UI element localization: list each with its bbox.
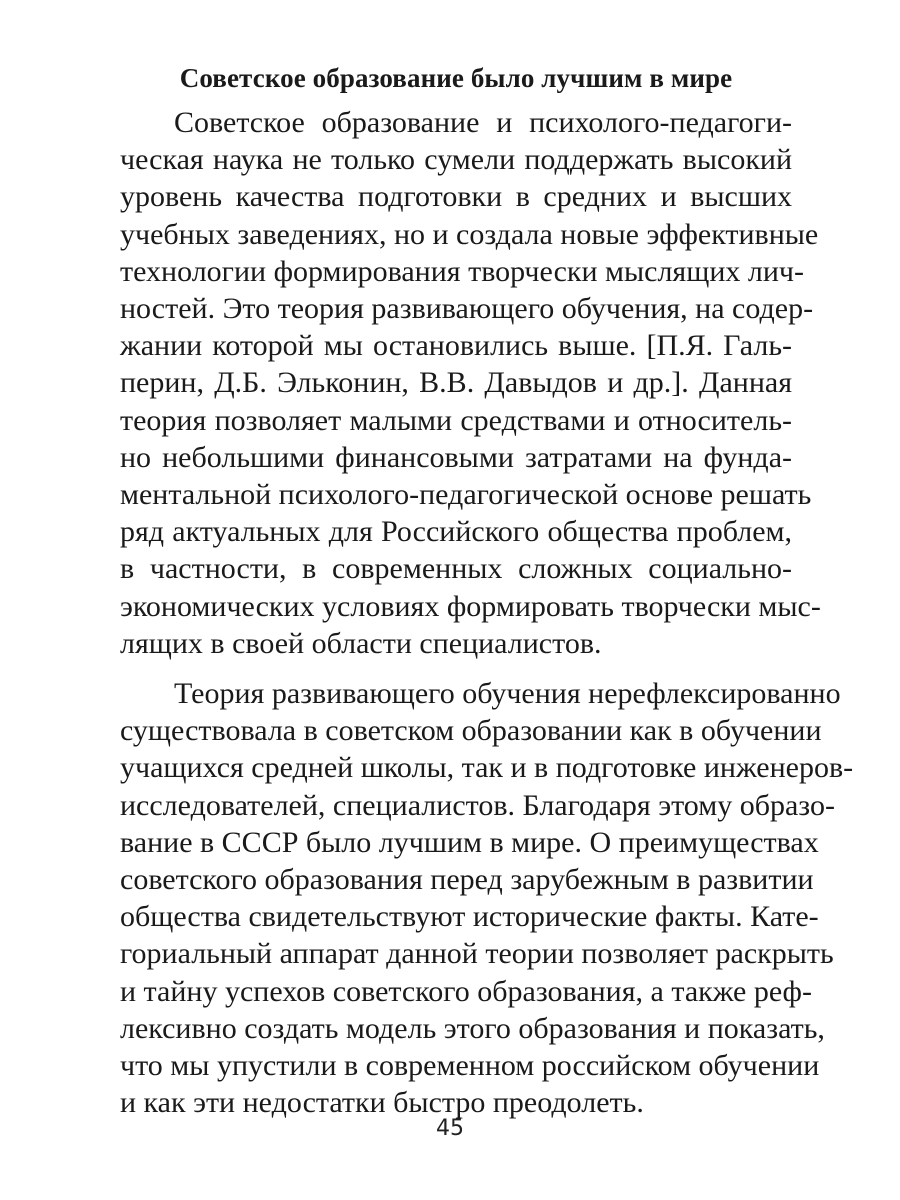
paragraph-1 bbox=[120, 104, 821, 662]
text-line: гориальный аппарат данной теории позволяет раскрыть bbox=[120, 937, 834, 971]
paragraph-2 bbox=[120, 675, 854, 1121]
text-line: перин, Д.Б. Эльконин, В.В. Давыдов и др.]. Данная bbox=[120, 366, 792, 400]
page-title: Советское образование было лучшим в мире bbox=[179, 63, 733, 93]
page-number: 45 bbox=[436, 1116, 464, 1141]
text-line: и тайну успехов советского образования, а также реф- bbox=[120, 974, 812, 1008]
text-line: учащихся средней школы, так и в подготовке инженеров- bbox=[120, 751, 854, 785]
text-line: жании которой мы остановились выше. [П.Я. Галь- bbox=[120, 329, 792, 363]
text-line: технологии формирования творчески мыслящих лич- bbox=[120, 254, 804, 288]
text-line: что мы упустили в современном российском обучении bbox=[120, 1049, 820, 1083]
text-line: Теория развивающего обучения нерефлексированно bbox=[174, 677, 841, 711]
text-line: но небольшими финансовыми затратами на фунда- bbox=[120, 440, 792, 474]
text-line: ряд актуальных для Российского общества проблем, bbox=[120, 515, 792, 549]
text-line: лексивно создать модель этого образования и показать, bbox=[120, 1011, 825, 1045]
text-line: Советское образование и психолого-педагоги- bbox=[174, 106, 792, 139]
text-line: вание в СССР было лучшим в мире. О преимуществах bbox=[120, 825, 819, 859]
text-line: ностей. Это теория развивающего обучения, на содер- bbox=[120, 292, 814, 326]
text-line: в частности, в современных сложных социально- bbox=[120, 552, 792, 586]
text-line: и как эти недостатки быстро преодолеть. bbox=[120, 1086, 644, 1120]
text-line: лящих в своей области специалистов. bbox=[120, 626, 602, 660]
text-line: существовала в советском образовании как в обучении bbox=[120, 714, 822, 748]
text-line: уровень качества подготовки в средних и высших bbox=[120, 180, 792, 214]
text-line: советского образования перед зарубежным в развитии bbox=[120, 863, 814, 897]
text-line: экономических условиях формировать творчески мыс- bbox=[120, 589, 821, 623]
paragraph-spacer bbox=[120, 662, 792, 675]
text-line: исследователей, специалистов. Благодаря этому образо- bbox=[120, 788, 835, 822]
page-content bbox=[120, 58, 854, 1121]
text-line: теория позволяет малыми средствами и относитель- bbox=[120, 403, 792, 437]
text-line: ментальной психолого-педагогической основе решать bbox=[120, 478, 812, 512]
text-line: общества свидетельствуют исторические факты. Кате- bbox=[120, 900, 819, 934]
text-line: учебных заведениях, но и создала новые эффективные bbox=[120, 217, 819, 251]
text-line: ческая наука не только сумели поддержать высокий bbox=[120, 143, 792, 177]
